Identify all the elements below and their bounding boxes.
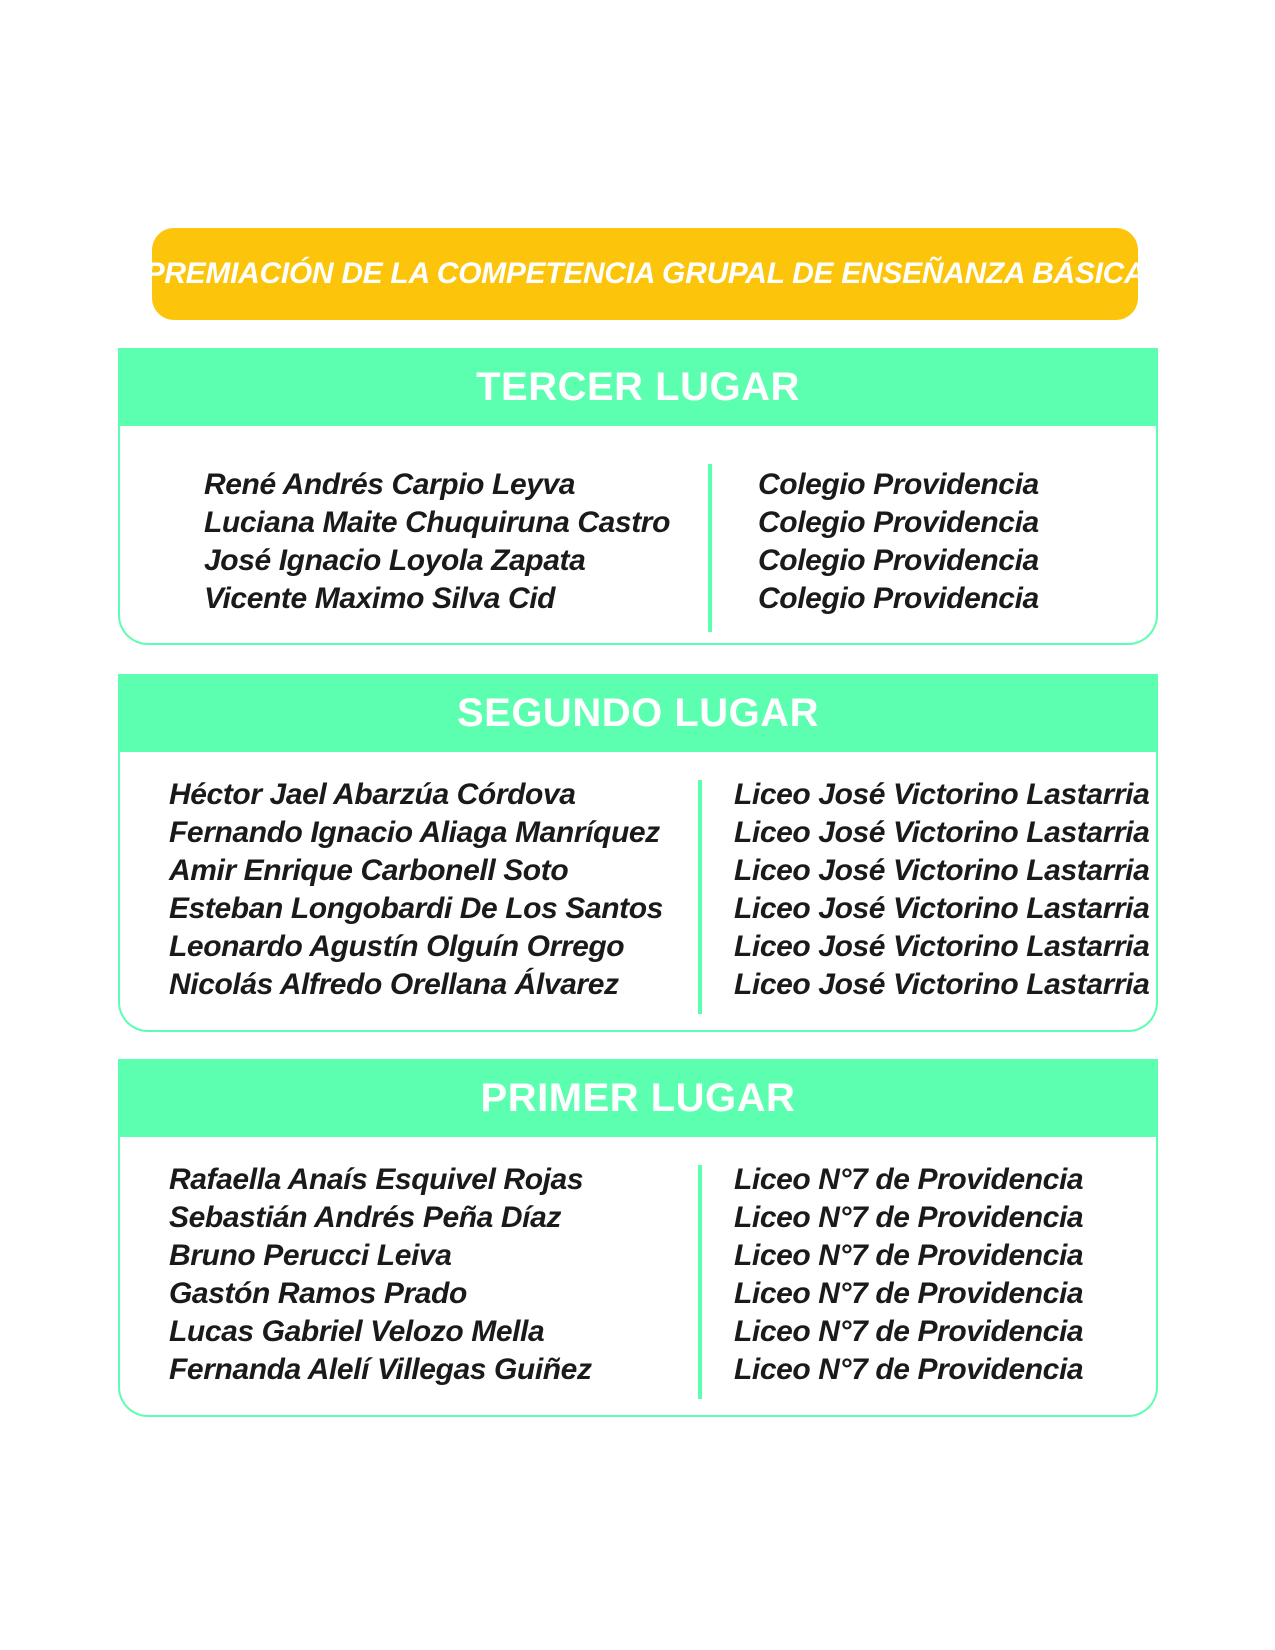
participant-name: René Andrés Carpio Leyva (204, 468, 576, 501)
page-title: PREMIACIÓN DE LA COMPETENCIA GRUPAL DE ENSEÑANZA BÁSICA (144, 257, 1146, 290)
school-name: Liceo José Victorino Lastarria (734, 816, 1150, 849)
participant-name: Héctor Jael Abarzúa Córdova (169, 778, 576, 811)
participant-name: Fernanda Alelí Villegas Guiñez (169, 1353, 592, 1386)
school-name: Liceo José Victorino Lastarria (734, 892, 1150, 925)
section-heading: SEGUNDO LUGAR (456, 690, 820, 735)
section-heading: TERCER LUGAR (476, 364, 800, 409)
participant-name: Amir Enrique Carbonell Soto (169, 854, 569, 887)
school-name: Liceo José Victorino Lastarria (734, 854, 1150, 887)
school-name: Liceo José Victorino Lastarria (734, 778, 1150, 811)
participant-name: Luciana Maite Chuquiruna Castro (204, 506, 670, 539)
schools-column (734, 1161, 1083, 1389)
section-header (118, 674, 1158, 752)
section-second-place (118, 674, 1158, 1032)
school-name: Colegio Providencia (758, 506, 1039, 539)
participant-name: Esteban Longobardi De Los Santos (169, 892, 663, 925)
section-first-place (118, 1059, 1158, 1417)
section-body (120, 426, 1156, 643)
school-name: Colegio Providencia (758, 582, 1039, 615)
title-banner (144, 228, 1146, 320)
school-name: Liceo José Victorino Lastarria (734, 930, 1150, 963)
column-divider (698, 1165, 702, 1399)
section-header (118, 1059, 1158, 1137)
participant-name: Fernando Ignacio Aliaga Manríquez (169, 816, 660, 849)
section-heading: PRIMER LUGAR (480, 1075, 796, 1120)
section-third-place (118, 348, 1158, 645)
school-name: Colegio Providencia (758, 468, 1039, 501)
participant-name: Bruno Perucci Leiva (169, 1239, 452, 1272)
school-name: Liceo N°7 de Providencia (734, 1353, 1084, 1386)
school-name: Liceo N°7 de Providencia (734, 1315, 1084, 1348)
participant-name: Sebastián Andrés Peña Díaz (169, 1201, 561, 1234)
school-name: Liceo N°7 de Providencia (734, 1201, 1084, 1234)
section-body (120, 1137, 1156, 1415)
school-name: Colegio Providencia (758, 544, 1039, 577)
participant-name: Nicolás Alfredo Orellana Álvarez (169, 968, 619, 1001)
participant-name: Rafaella Anaís Esquivel Rojas (169, 1163, 584, 1196)
section-body (120, 752, 1156, 1030)
participant-name: Leonardo Agustín Olguín Orrego (169, 930, 625, 963)
names-column (169, 1161, 592, 1389)
names-column (169, 776, 663, 1004)
participant-name: Lucas Gabriel Velozo Mella (169, 1315, 545, 1348)
school-name: Liceo N°7 de Providencia (734, 1239, 1084, 1272)
participant-name: Gastón Ramos Prado (169, 1277, 467, 1310)
participant-name: Vicente Maximo Silva Cid (204, 582, 556, 615)
names-column (204, 466, 670, 618)
column-divider (698, 780, 702, 1014)
participant-name: José Ignacio Loyola Zapata (204, 544, 586, 577)
schools-column (758, 466, 1039, 618)
school-name: Liceo José Victorino Lastarria (734, 968, 1150, 1001)
column-divider (708, 464, 712, 632)
schools-column (734, 776, 1149, 1004)
school-name: Liceo N°7 de Providencia (734, 1163, 1084, 1196)
section-header (118, 348, 1158, 426)
school-name: Liceo N°7 de Providencia (734, 1277, 1084, 1310)
